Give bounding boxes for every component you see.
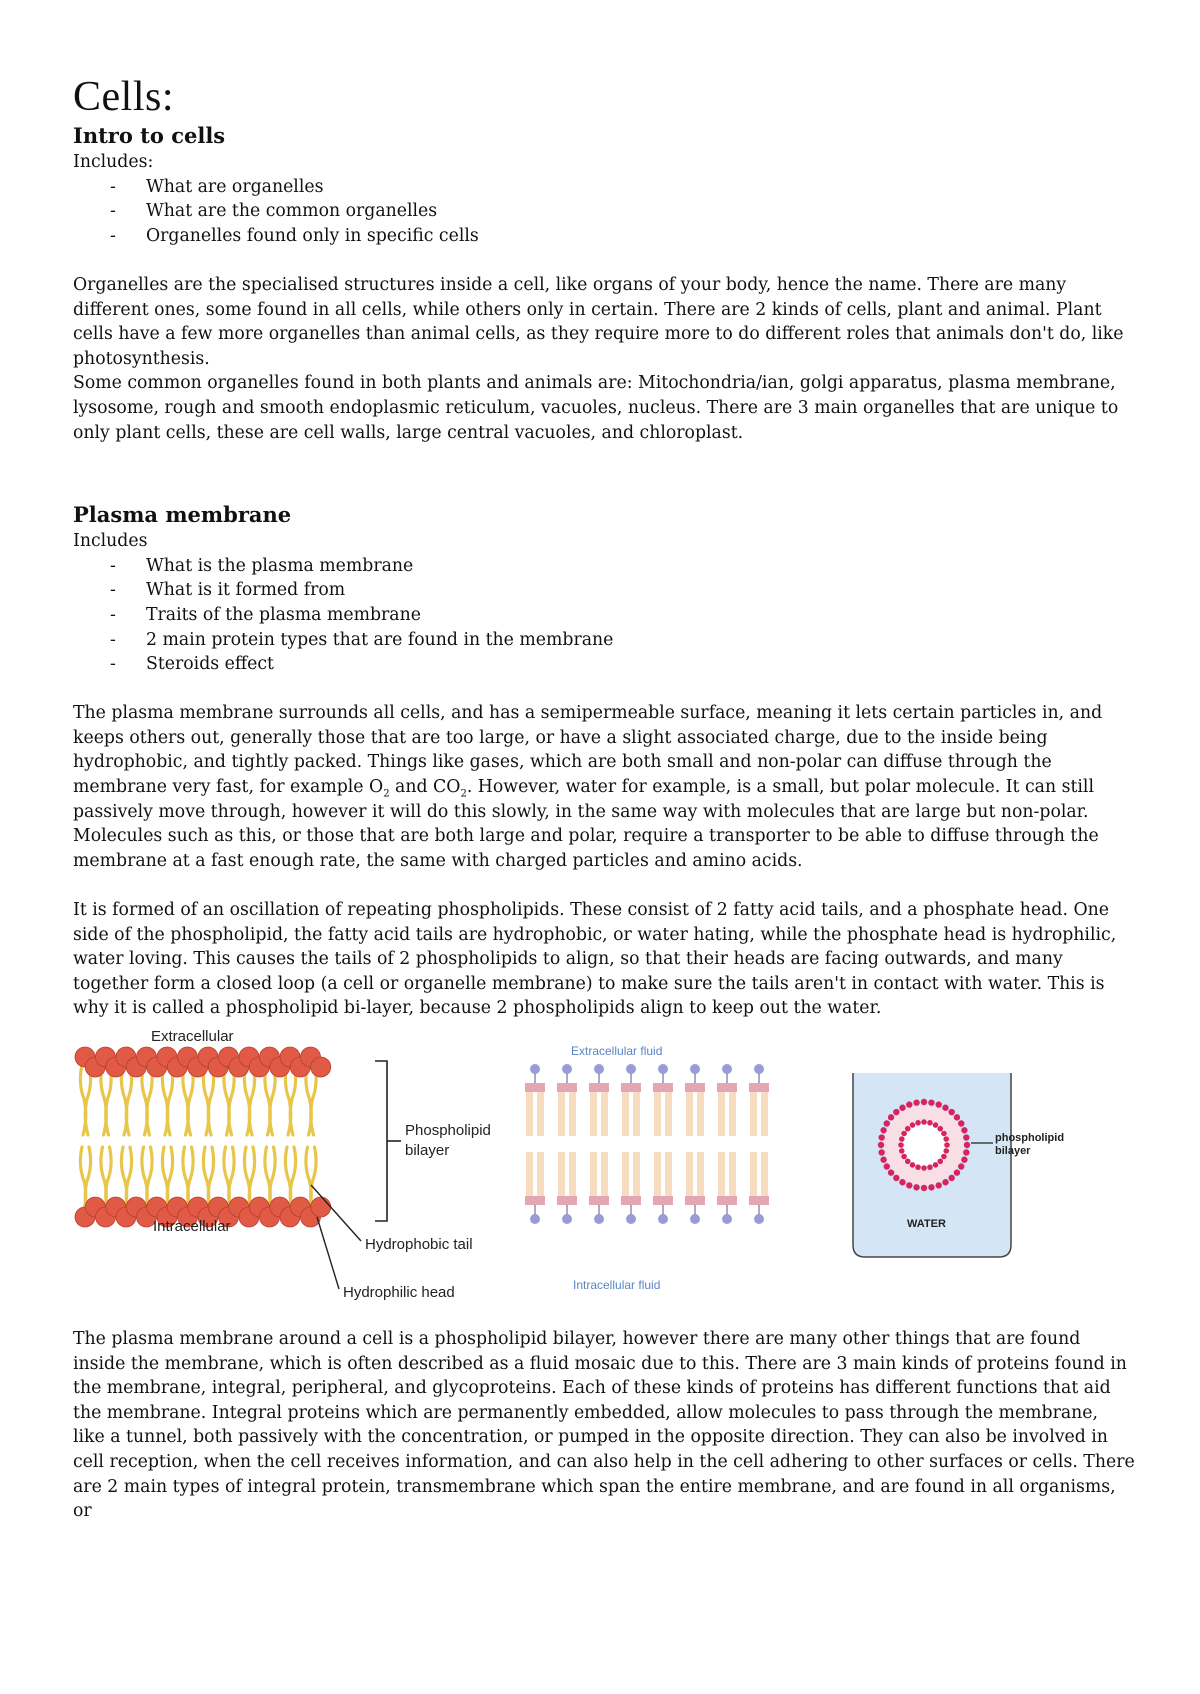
- list-item: - What is the plasma membrane: [73, 554, 1135, 579]
- simple-tail: [558, 1092, 565, 1136]
- simple-tail: [526, 1152, 533, 1196]
- list-item: - What is it formed from: [73, 578, 1135, 603]
- vesicle-outer-head: [888, 1114, 894, 1120]
- simple-head: [626, 1064, 636, 1074]
- page-title: Cells:: [73, 74, 175, 120]
- vesicle-outer-head: [921, 1099, 927, 1105]
- simple-tail: [761, 1092, 768, 1136]
- simple-head: [754, 1064, 764, 1074]
- vesicle-label-line2: bilayer: [995, 1145, 1031, 1157]
- simple-phospholipids: [525, 1064, 769, 1224]
- vesicle-outer-head: [913, 1099, 919, 1105]
- simple-head: [562, 1064, 572, 1074]
- simple-tail: [729, 1092, 736, 1136]
- simple-head: [722, 1064, 732, 1074]
- plasma-paragraph-3: The plasma membrane around a cell is a phospholipid bilayer, however there are many other things that are found inside the membrane, which is often described as a fluid mosaic due to this. There are 3 main kinds of proteins found in the membrane, integral, peripheral, and glycoproteins. Each of these kinds of proteins has different functions that aid the membrane. Integral proteins which are permanently embedded, allow molecules to pass through the membrane, like a tunnel, both passively with the concentration, or pumped in the opposite direction. They can also be involved in cell reception, when the cell receives information, and can also help in the cell adhering to other surfaces or cells. There are 2 main types of integral protein, transmembrane which span the entire membrane, and are found in all organisms, or: [73, 1329, 1135, 1522]
- simple-tail: [665, 1092, 672, 1136]
- vesicle-outer-head: [878, 1142, 884, 1148]
- simple-neck: [589, 1196, 609, 1205]
- vesicle-outer-head: [936, 1101, 942, 1107]
- vesicle-outer-head: [961, 1157, 967, 1163]
- simple-neck: [557, 1083, 577, 1092]
- simple-tail: [697, 1152, 704, 1196]
- vesicle-outer-head: [893, 1175, 899, 1181]
- simple-neck: [717, 1083, 737, 1092]
- simple-bilayer-diagram: [525, 1044, 769, 1292]
- vesicle-inner-head: [941, 1131, 947, 1137]
- plasma-includes-label: Includes: [73, 531, 148, 552]
- simple-tail: [718, 1092, 725, 1136]
- list-item: - 2 main protein types that are found in the membrane: [73, 628, 1135, 653]
- vesicle-outer-head: [880, 1157, 886, 1163]
- simple-tail: [686, 1092, 693, 1136]
- vesicle-inner-head: [933, 1122, 939, 1128]
- vesicle-outer-head: [948, 1175, 954, 1181]
- vesicle-outer-head: [954, 1114, 960, 1120]
- vesicle-outer-head: [884, 1120, 890, 1126]
- simple-neck: [749, 1196, 769, 1205]
- extracellular-label: Extracellular: [151, 1028, 234, 1045]
- vesicle-outer-head: [928, 1184, 934, 1190]
- list-item: - Steroids effect: [73, 652, 1135, 677]
- simple-neck: [685, 1196, 705, 1205]
- simple-tail: [633, 1092, 640, 1136]
- vesicle-outer-head: [880, 1127, 886, 1133]
- plasma-heading: Plasma membrane: [73, 502, 292, 528]
- simple-tail: [537, 1152, 544, 1196]
- intro-bullet-list: [73, 175, 1135, 249]
- plasma-bullet-list: [73, 554, 1135, 677]
- simple-neck: [525, 1083, 545, 1092]
- vesicle-inner-head: [927, 1120, 933, 1126]
- vesicle-inner-head: [937, 1158, 943, 1164]
- simple-tail: [697, 1092, 704, 1136]
- simple-tail: [622, 1092, 629, 1136]
- vesicle-inner-head: [915, 1164, 921, 1170]
- simple-head: [658, 1064, 668, 1074]
- hydrophobic-tail-label: Hydrophobic tail: [365, 1236, 473, 1253]
- simple-tail: [590, 1152, 597, 1196]
- membrane-figures-svg: [73, 1021, 1135, 1327]
- vesicle-outer-head: [963, 1149, 969, 1155]
- vesicle-inner-head: [927, 1164, 933, 1170]
- vesicle-inner-head: [915, 1120, 921, 1126]
- simple-tail: [654, 1092, 661, 1136]
- vesicle-inner-head: [901, 1154, 907, 1160]
- phospholipid-head: [311, 1057, 331, 1077]
- vesicle-outer-head: [878, 1134, 884, 1140]
- vesicle-inner-head: [899, 1136, 905, 1142]
- simple-tail: [622, 1152, 629, 1196]
- simple-head: [562, 1214, 572, 1224]
- vesicle-inner-head: [901, 1131, 907, 1137]
- bilayer-label-line2: bilayer: [405, 1142, 450, 1159]
- vesicle-inner-head: [921, 1165, 927, 1171]
- simple-head: [594, 1214, 604, 1224]
- intro-paragraph-1: Organelles are the specialised structures inside a cell, like organs of your body, hence the name. There are many different ones, some found in all cells, while others only in certain. There are 2 kinds of cells, plant and animal. Plant cells have a few more organelles than animal cells, as they require more to do different roles that animals don't do, like photosynthesis.: [73, 274, 1124, 369]
- intracellular-label: Intracellular: [153, 1218, 231, 1235]
- simple-head: [722, 1214, 732, 1224]
- plasma-paragraph-1: [73, 701, 1135, 873]
- simple-tail: [718, 1152, 725, 1196]
- vesicle-label-line1: phospholipid: [995, 1132, 1065, 1144]
- vesicle-outer-head: [893, 1109, 899, 1115]
- intro-heading: Intro to cells: [73, 123, 226, 148]
- simple-tail: [729, 1152, 736, 1196]
- water-label: WATER: [907, 1218, 946, 1230]
- vesicle-outer-head: [942, 1179, 948, 1185]
- simple-tail: [665, 1152, 672, 1196]
- simple-head: [658, 1214, 668, 1224]
- vesicle-inner-head: [905, 1126, 911, 1132]
- simple-tail: [601, 1092, 608, 1136]
- simple-head: [594, 1064, 604, 1074]
- vesicle-outer-head: [899, 1179, 905, 1185]
- membrane-figures: [73, 1021, 1135, 1327]
- simple-tail: [686, 1152, 693, 1196]
- simple-neck: [749, 1083, 769, 1092]
- simple-neck: [653, 1196, 673, 1205]
- simple-head: [530, 1214, 540, 1224]
- simple-neck: [621, 1083, 641, 1092]
- vesicle-outer-head: [954, 1169, 960, 1175]
- simple-tail: [750, 1092, 757, 1136]
- list-item: - What are organelles: [73, 175, 1135, 200]
- vesicle-outer-head: [906, 1101, 912, 1107]
- simple-tail: [590, 1092, 597, 1136]
- o2-subscript: 2: [383, 788, 390, 800]
- simple-head: [626, 1214, 636, 1224]
- simple-tail: [750, 1152, 757, 1196]
- vesicle-inner-head: [937, 1126, 943, 1132]
- simple-neck: [685, 1083, 705, 1092]
- phospholipid-head: [311, 1197, 331, 1217]
- simple-tail: [569, 1152, 576, 1196]
- simple-tail: [526, 1092, 533, 1136]
- vesicle-outer-head: [964, 1142, 970, 1148]
- simple-neck: [589, 1083, 609, 1092]
- intracellular-fluid-label: Intracellular fluid: [573, 1278, 661, 1292]
- simple-head: [690, 1214, 700, 1224]
- phospholipid-tails: [80, 1065, 316, 1213]
- vesicle-outer-head: [906, 1182, 912, 1188]
- simple-tail: [761, 1152, 768, 1196]
- vesicle-outer-head: [958, 1163, 964, 1169]
- list-item: - Traits of the plasma membrane: [73, 603, 1135, 628]
- simple-head: [690, 1064, 700, 1074]
- vesicle-inner-head: [943, 1148, 949, 1154]
- extracellular-fluid-label: Extracellular fluid: [571, 1044, 663, 1058]
- simple-neck: [653, 1083, 673, 1092]
- intro-paragraph-2: Some common organelles found in both plants and animals are: Mitochondria/ian, golgi apparatus, plasma membrane, lysosome, rough and smooth endoplasmic reticulum, vacuoles, nucleus. There are 3 main organelles that are unique to only plant cells, these are cell walls, large central vacuoles, and chloroplast.: [73, 373, 1119, 443]
- vesicle-inner-head: [943, 1136, 949, 1142]
- plasma-paragraph-1-b: and CO: [389, 777, 461, 798]
- simple-head: [530, 1064, 540, 1074]
- phospholipid-heads: [75, 1047, 331, 1227]
- simple-neck: [557, 1196, 577, 1205]
- list-item: - Organelles found only in specific cells: [73, 224, 1135, 249]
- vesicle-outer-head: [878, 1149, 884, 1155]
- simple-tail: [601, 1152, 608, 1196]
- hydrophilic-head-label: Hydrophilic head: [343, 1284, 455, 1301]
- vesicle-outer-head: [942, 1105, 948, 1111]
- simple-head: [754, 1214, 764, 1224]
- vesicle-outer-head: [928, 1099, 934, 1105]
- bilayer-bracket: [375, 1061, 387, 1221]
- vesicle-inner-head: [941, 1154, 947, 1160]
- vesicle-outer-head: [963, 1134, 969, 1140]
- simple-tail: [537, 1092, 544, 1136]
- vesicle-outer-head: [921, 1185, 927, 1191]
- vesicle-inner-head: [899, 1148, 905, 1154]
- vesicle-outer-head: [888, 1169, 894, 1175]
- simple-neck: [717, 1196, 737, 1205]
- vesicle-outer-head: [884, 1163, 890, 1169]
- vesicle-outer-head: [936, 1182, 942, 1188]
- plasma-paragraph-1-c: . However, water for example, is a small, but polar molecule. It can still passively move through, however it will do this slowly, in the same way with molecules that are large but non-polar. Molecules such as this, or those that are both large and polar, require a transporter to be able to diffuse through the membrane at a fast enough rate, the same with charged particles and amino acids.: [73, 777, 1099, 871]
- vesicle-outer-head: [913, 1184, 919, 1190]
- vesicle-inner-head: [921, 1119, 927, 1125]
- simple-tail: [633, 1152, 640, 1196]
- simple-tail: [569, 1092, 576, 1136]
- head-leader-line: [317, 1217, 339, 1289]
- vesicle-inner-head: [898, 1142, 904, 1148]
- bilayer-label-line1: Phospholipid: [405, 1122, 491, 1139]
- vesicle-inner-head: [944, 1142, 950, 1148]
- vesicle-inner-head: [905, 1158, 911, 1164]
- document-body: [73, 72, 1135, 1524]
- vesicle-outer-head: [948, 1109, 954, 1115]
- vesicle-outer-head: [899, 1105, 905, 1111]
- plasma-paragraph-2: It is formed of an oscillation of repeating phospholipids. These consist of 2 fatty acid tails, and a phosphate head. One side of the phospholipid, the fatty acid tails are hydrophobic, or water hating, while the phosphate head is hydrophilic, water loving. This causes the tails of 2 phospholipids to align, so that their heads are facing outwards, and many together form a closed loop (a cell or organelle membrane) to make sure the tails aren't in contact with water. This is why it is called a phospholipid bi-layer, because 2 phospholipids align to keep out the water.: [73, 900, 1117, 1019]
- vesicle-outer-head: [958, 1120, 964, 1126]
- plasma-paragraph-1-a: The plasma membrane surrounds all cells, and has a semipermeable surface, meaning it lets certain particles in, and keeps others out, generally those that are too large, or have a slight associated charge, due to the inside being hydrophobic, and tightly packed. Things like gases, which are both small and non-polar can diffuse through the membrane very fast, for example O: [73, 703, 1103, 798]
- vesicle-inner-head: [933, 1162, 939, 1168]
- simple-tail: [558, 1152, 565, 1196]
- intro-includes-label: Includes:: [73, 152, 154, 172]
- vesicle-outer-head: [961, 1127, 967, 1133]
- vesicle-inner-head: [910, 1122, 916, 1128]
- simple-tail: [654, 1152, 661, 1196]
- vesicle-diagram: [853, 1073, 1064, 1257]
- list-item: - What are the common organelles: [73, 199, 1135, 224]
- vesicle-inner-head: [910, 1162, 916, 1168]
- co2-subscript: 2: [460, 788, 467, 800]
- simple-neck: [621, 1196, 641, 1205]
- simple-neck: [525, 1196, 545, 1205]
- bilayer-diagram: [75, 1028, 491, 1301]
